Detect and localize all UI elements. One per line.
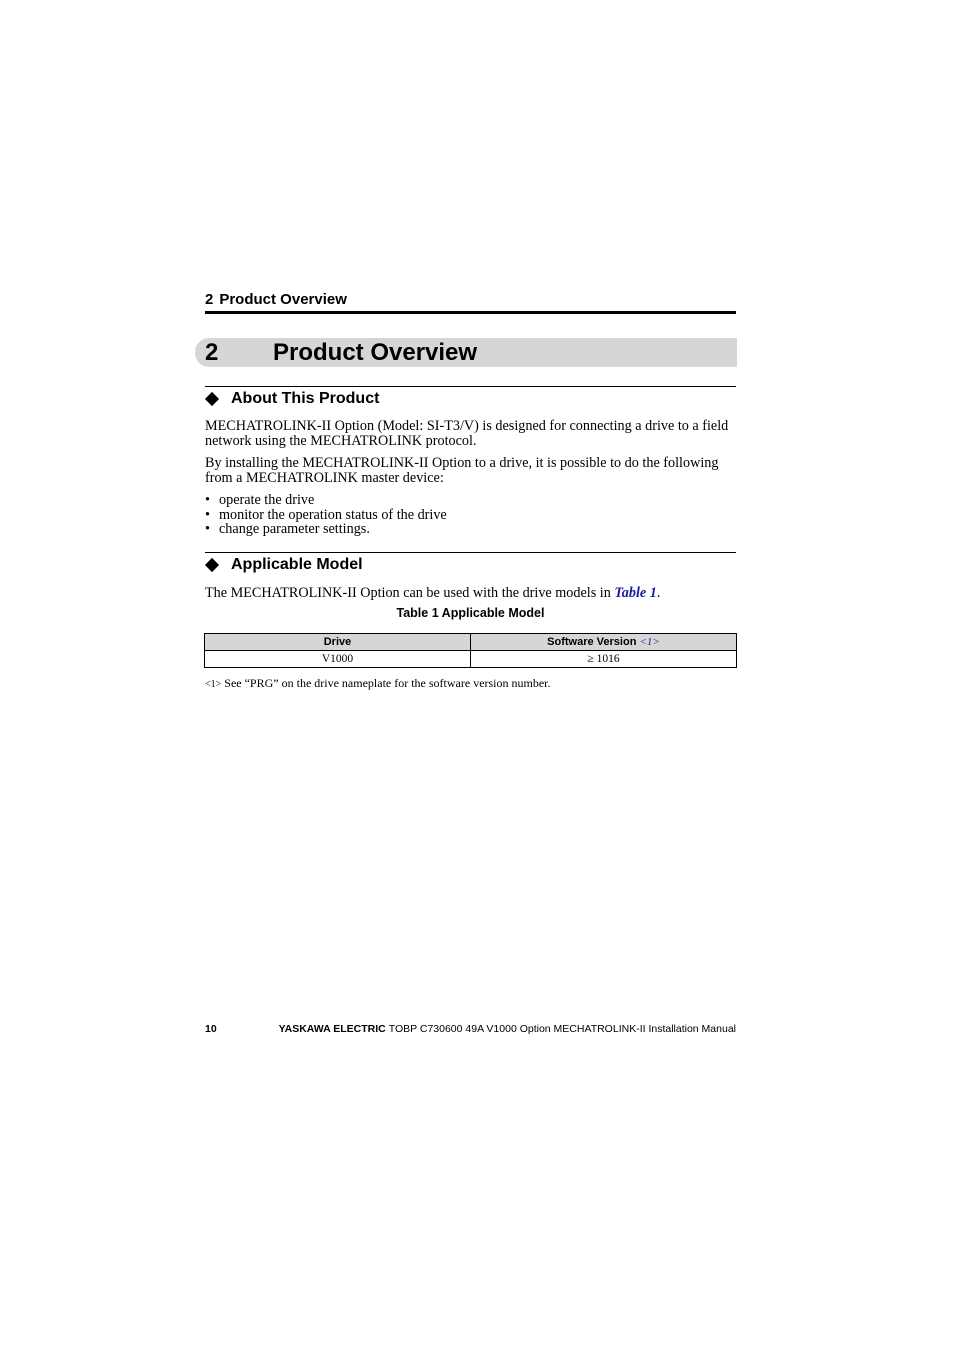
table-reference-link[interactable]: Table 1 xyxy=(614,585,657,601)
list-item: • change parameter settings. xyxy=(205,522,447,537)
diamond-bullet-icon xyxy=(205,558,219,572)
footnote-text: See “PRG” on the drive nameplate for the software version number. xyxy=(221,676,551,690)
chapter-heading xyxy=(195,338,737,367)
section-rule-model xyxy=(205,552,736,553)
page-footer xyxy=(279,1023,736,1035)
header-drive: Drive xyxy=(205,634,471,651)
footer-brand: YASKAWA ELECTRIC xyxy=(278,1023,386,1035)
table-header-row xyxy=(205,634,737,651)
section-heading-about xyxy=(205,390,379,408)
footnote-mark: <1> xyxy=(205,679,222,690)
running-head xyxy=(205,291,347,308)
running-head-title: Product Overview xyxy=(219,291,347,308)
header-software-version-label: Software Version xyxy=(547,636,637,648)
footer-doc-title: TOBP C730600 49A V1000 Option MECHATROLINK-II Installation Manual xyxy=(388,1023,736,1035)
chapter-number: 2 xyxy=(205,339,219,366)
table-caption: Table 1 Applicable Model xyxy=(396,606,545,620)
applicable-model-table xyxy=(204,633,737,668)
section-rule-about xyxy=(205,386,736,387)
section-title-model: Applicable Model xyxy=(231,556,363,573)
list-item: • operate the drive xyxy=(205,493,447,508)
model-paragraph xyxy=(205,586,737,601)
table-footnote xyxy=(205,676,551,691)
chapter-title: Product Overview xyxy=(273,339,478,366)
cell-software-version: ≥ 1016 xyxy=(471,651,737,668)
section-heading-model xyxy=(205,556,363,574)
header-software-version xyxy=(471,634,737,651)
page-number: 10 xyxy=(205,1023,217,1035)
footnote-reference[interactable]: <1> xyxy=(639,636,660,648)
table-row xyxy=(205,651,737,668)
running-head-number: 2 xyxy=(205,291,214,308)
list-item: • monitor the operation status of the drive xyxy=(205,508,447,523)
running-head-rule xyxy=(205,311,736,314)
capability-list xyxy=(205,493,447,537)
model-paragraph-text: The MECHATROLINK-II Option can be used with the drive models in xyxy=(205,585,615,601)
about-paragraph-1: MECHATROLINK-II Option (Model: SI-T3/V) is designed for connecting a drive to a field network using the MECHATROLINK protocol. xyxy=(205,418,729,449)
cell-drive: V1000 xyxy=(205,651,471,668)
about-paragraph-2: By installing the MECHATROLINK-II Option to a drive, it is possible to do the following from a MECHATROLINK master device: xyxy=(205,455,719,486)
model-paragraph-end: . xyxy=(656,585,661,601)
section-title-about: About This Product xyxy=(231,390,380,407)
diamond-bullet-icon xyxy=(205,392,219,406)
